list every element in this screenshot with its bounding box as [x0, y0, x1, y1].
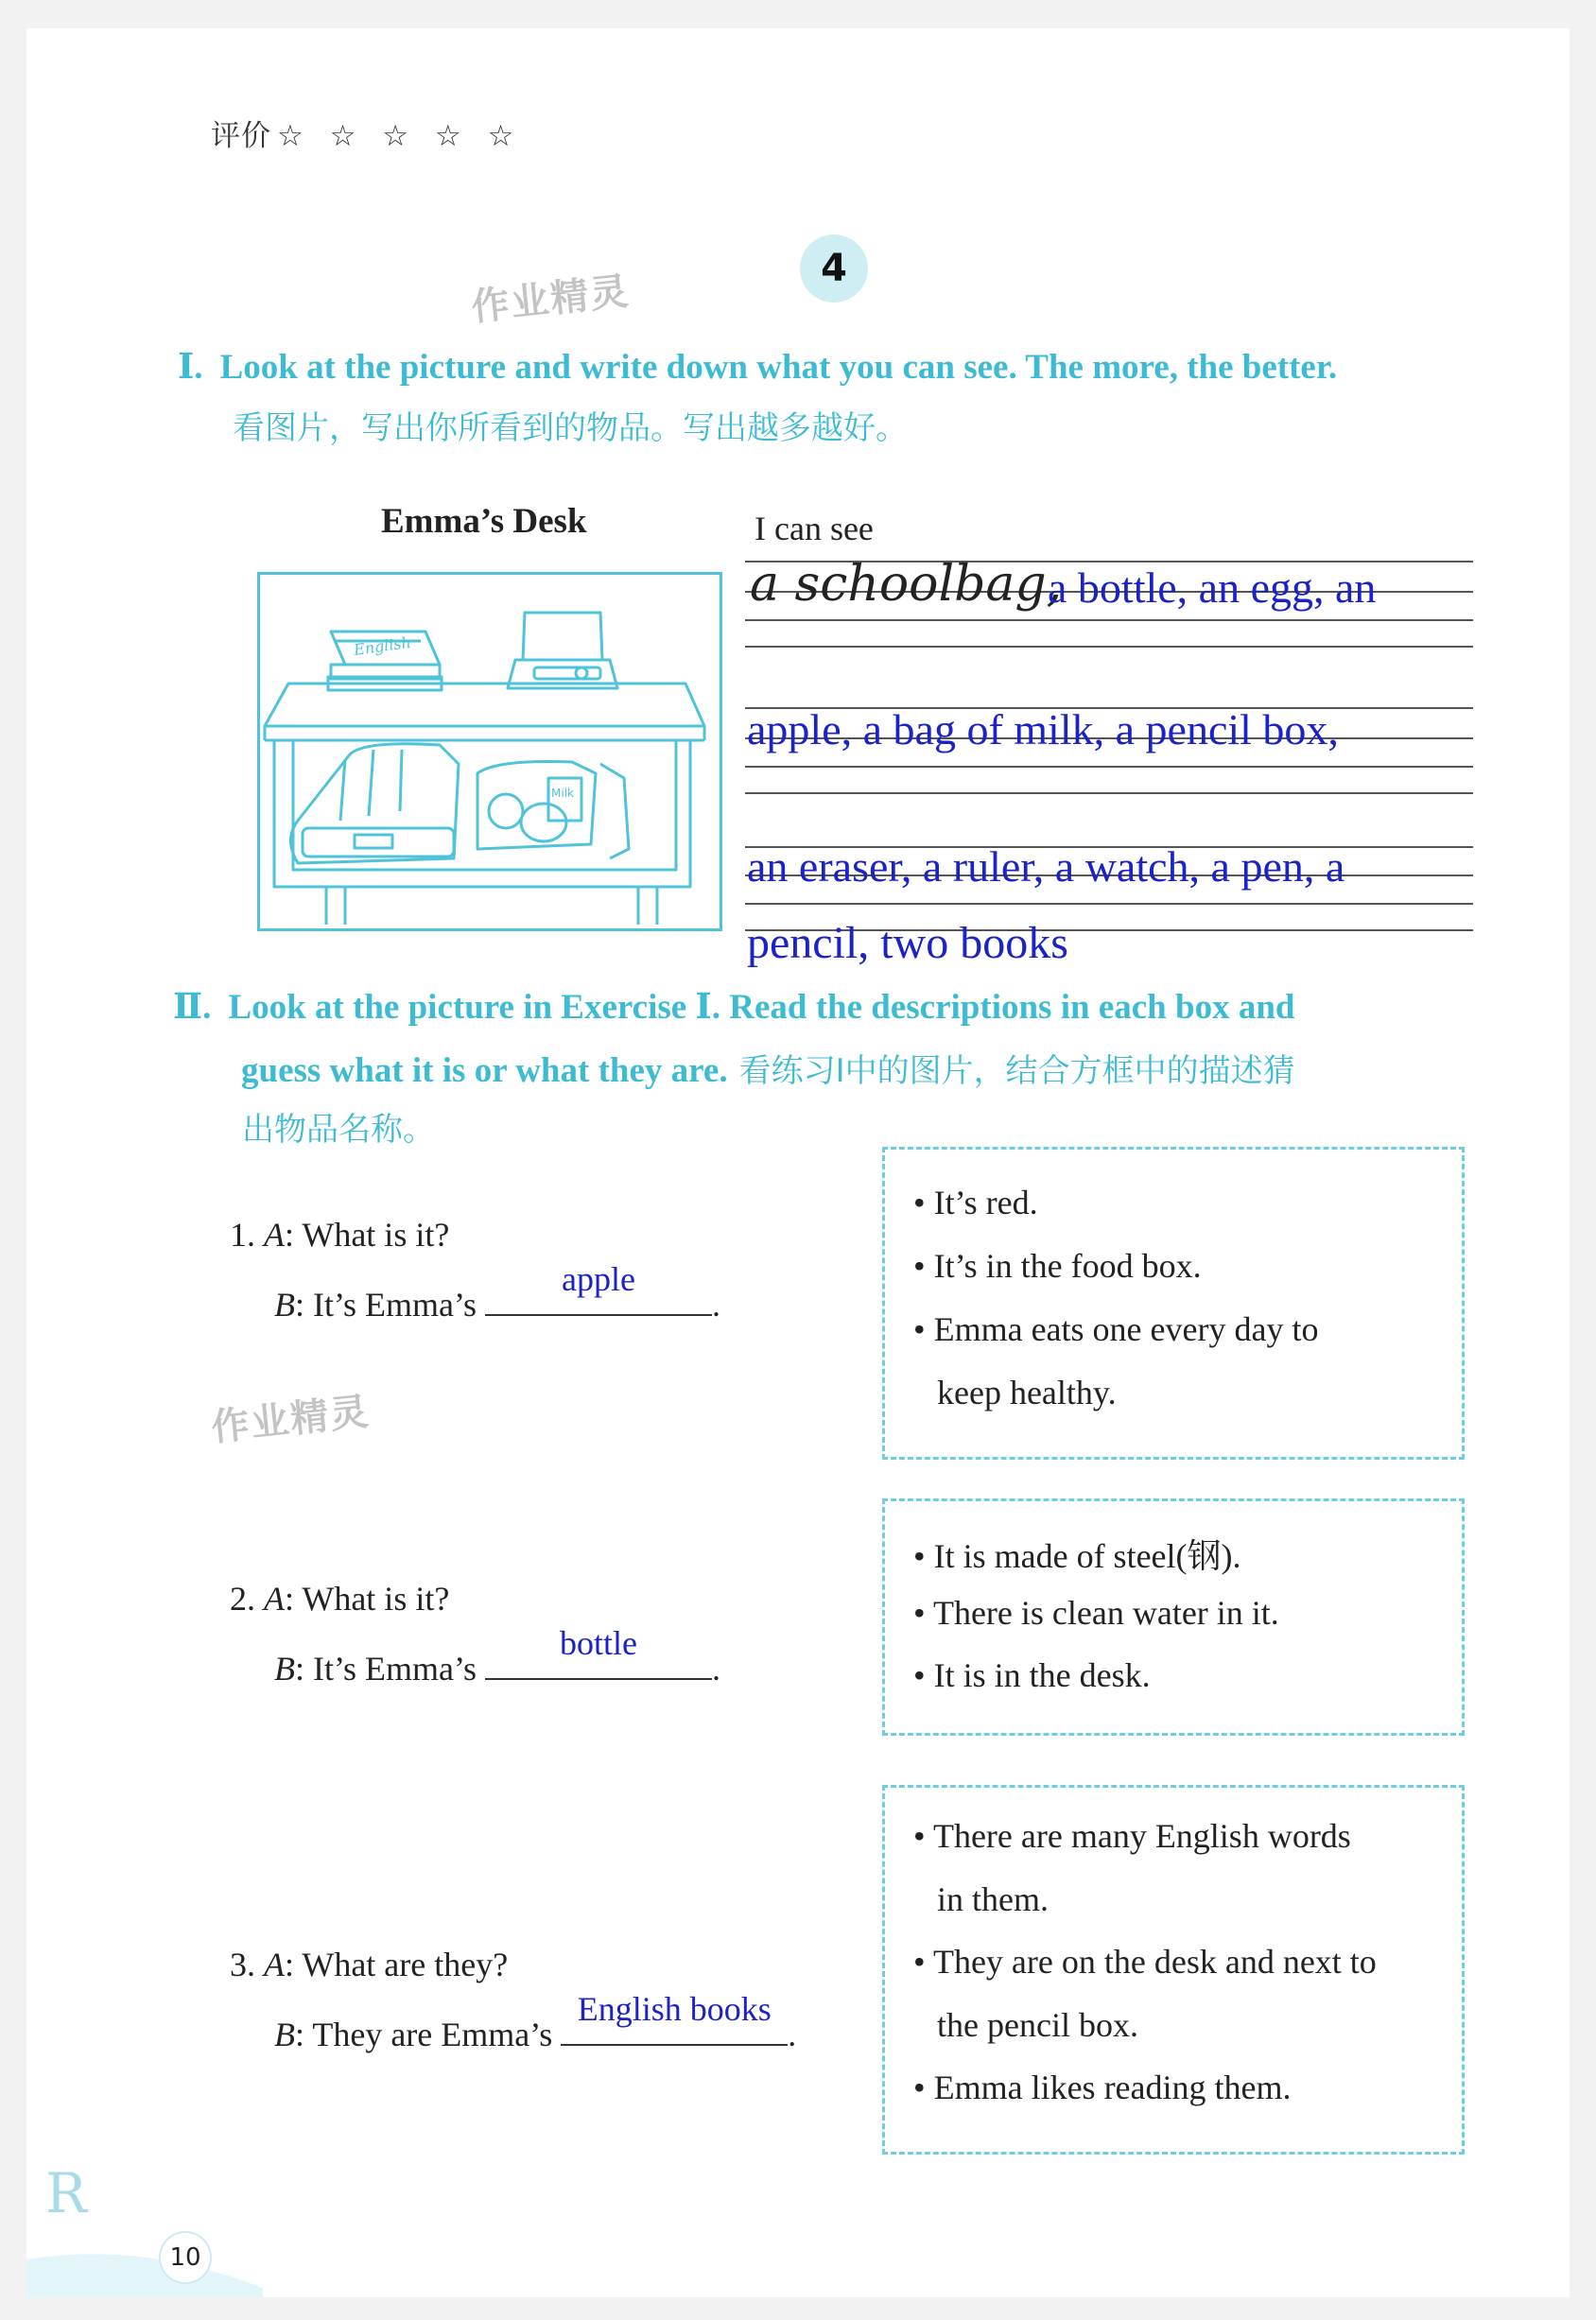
answer-line-1: a bottle, an egg, an	[1048, 563, 1377, 612]
speaker-a: A	[264, 1580, 285, 1618]
section-2-title	[173, 985, 1294, 1028]
pencil-box-drawing	[508, 613, 617, 688]
question-text: : What is it?	[285, 1216, 450, 1254]
hint: • It’s in the food box.	[913, 1247, 1202, 1285]
writing-line	[745, 903, 1473, 905]
hint: • It’s red.	[913, 1184, 1038, 1221]
question-text: : It’s Emma’s	[295, 1650, 477, 1688]
section-2-title-line2	[241, 1045, 1295, 1091]
watermark: 作业精灵	[469, 269, 633, 330]
writing-line	[745, 646, 1473, 648]
rating-stars: ☆ ☆ ☆ ☆ ☆	[277, 119, 523, 153]
answer-1: apple	[562, 1260, 635, 1298]
hint: • It is in the desk.	[913, 1656, 1151, 1694]
section-1-title	[178, 345, 1337, 388]
section-2-title-line3: 出物品名称。	[242, 1111, 435, 1149]
speaker-a: A	[264, 1946, 285, 1983]
answer-line-4: pencil, two books	[747, 918, 1068, 968]
question-text: : It’s Emma’s	[295, 1286, 477, 1324]
bottle-drawing	[600, 764, 629, 858]
food-box-drawing	[477, 762, 629, 859]
speaker-b: B	[274, 2016, 295, 2053]
milk-label: Milk	[551, 787, 574, 800]
writing-line	[745, 766, 1473, 768]
question-2-line-a	[230, 1579, 449, 1619]
hint-box-1	[882, 1147, 1465, 1460]
answer-2: bottle	[560, 1624, 637, 1662]
desk-drawing	[260, 575, 720, 928]
section-2-title-line1: Look at the picture in Exercise Ⅰ. Read the descriptions in each box and	[228, 988, 1295, 1027]
rating-label: 评价	[211, 119, 271, 153]
section-2-numeral: Ⅱ.	[173, 988, 212, 1027]
hint: • There are many English words	[913, 1817, 1351, 1855]
unit-number-badge: 4	[800, 234, 868, 303]
answer-prompt: I can see	[755, 510, 874, 547]
period: .	[712, 1286, 720, 1324]
hint-box-2	[882, 1498, 1465, 1736]
question-2-line-b	[274, 1624, 720, 1688]
section-1-title-zh: 看图片，写出你所看到的物品。写出越多越好。	[233, 409, 908, 447]
hint: • There is clean water in it.	[913, 1594, 1279, 1632]
question-number: 2.	[230, 1580, 255, 1618]
question-number: 1.	[230, 1216, 255, 1254]
answer-line-3: an eraser, a ruler, a watch, a pen, a	[747, 842, 1345, 891]
hint: the pencil box.	[937, 2006, 1138, 2044]
footer-decoration	[26, 2146, 291, 2297]
answer-line-1-cursive: a schoolbag,	[750, 556, 1063, 613]
hint: keep healthy.	[937, 1374, 1117, 1411]
apple-drawing	[521, 804, 566, 841]
hint: • Emma eats one every day to	[913, 1310, 1319, 1348]
speaker-b: B	[274, 1286, 295, 1324]
speaker-a: A	[264, 1216, 285, 1254]
question-1-line-b	[274, 1260, 720, 1324]
r-logo-icon: R	[45, 2161, 87, 2225]
section-2-title-line2-zh: 看练习Ⅰ中的图片，结合方框中的描述猜	[738, 1052, 1295, 1090]
section-1-title-en: Look at the picture and write down what you can see. The more, the better.	[219, 348, 1338, 387]
section-1-numeral: Ⅰ.	[178, 348, 203, 387]
question-1-line-a	[230, 1215, 449, 1255]
hint: • It is made of steel(钢).	[913, 1537, 1241, 1575]
answer-blank-2[interactable]	[485, 1624, 712, 1680]
egg-drawing	[489, 794, 523, 828]
question-text: : What are they?	[285, 1946, 509, 1983]
watermark: 作业精灵	[209, 1390, 373, 1450]
answer-line-2: apple, a bag of milk, a pencil box,	[747, 705, 1339, 753]
page-number: 10	[159, 2231, 212, 2284]
hint-box-3	[882, 1785, 1465, 2155]
question-3-line-a	[230, 1945, 508, 1984]
schoolbag-drawing	[291, 744, 460, 863]
writing-line	[745, 792, 1473, 794]
answer-3: English books	[577, 1990, 772, 2028]
picture-caption: Emma’s Desk	[381, 502, 587, 541]
hint: • Emma likes reading them.	[913, 2069, 1292, 2106]
workbook-page	[26, 28, 1570, 2297]
answer-blank-3[interactable]	[561, 1990, 788, 2046]
section-2-title-line2-en: guess what it is or what they are.	[241, 1051, 728, 1090]
writing-line	[745, 619, 1473, 621]
answer-blank-1[interactable]	[485, 1260, 712, 1316]
question-text: : They are Emma’s	[295, 2016, 553, 2053]
hint: • They are on the desk and next to	[913, 1943, 1377, 1981]
rating	[211, 112, 522, 154]
speaker-b: B	[274, 1650, 295, 1688]
book-label: English	[352, 632, 412, 659]
period: .	[712, 1650, 720, 1688]
hint: in them.	[937, 1880, 1049, 1918]
question-number: 3.	[230, 1946, 255, 1983]
period: .	[788, 2016, 797, 2053]
question-3-line-b	[274, 1990, 797, 2054]
desk-illustration	[257, 572, 722, 931]
question-text: : What is it?	[285, 1580, 450, 1618]
